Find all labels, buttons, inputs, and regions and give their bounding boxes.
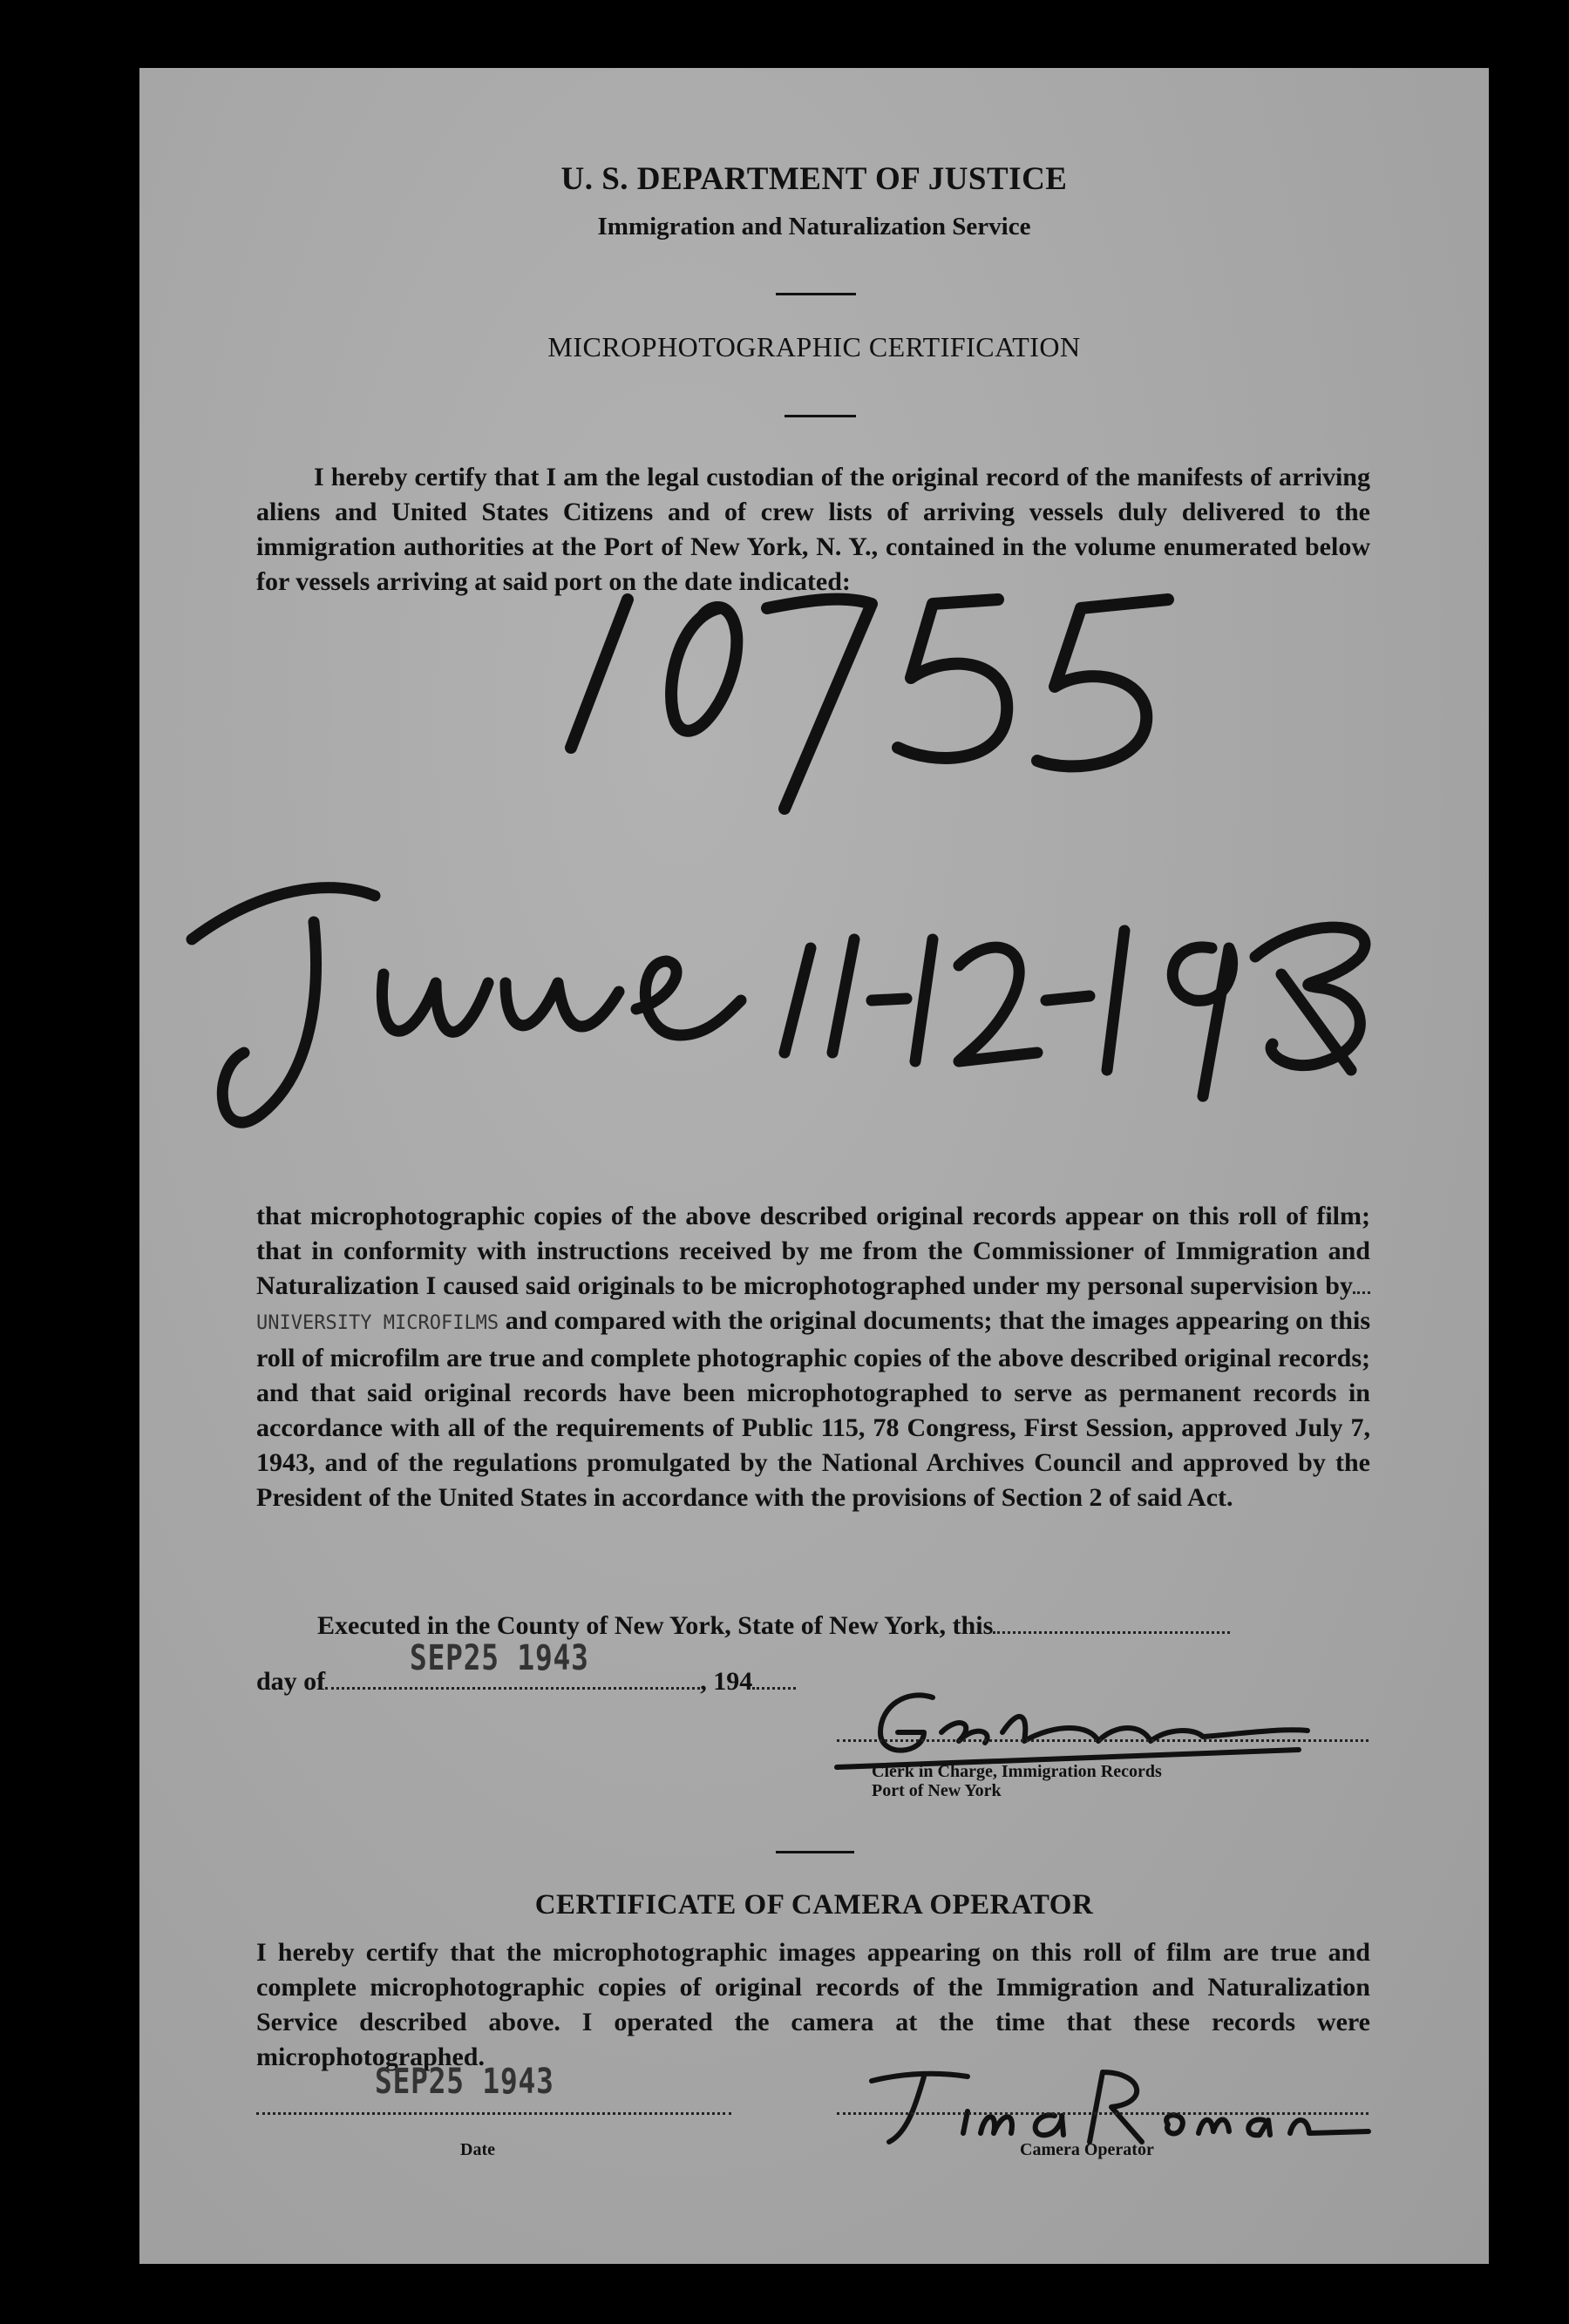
body-paragraph bbox=[256, 1199, 1370, 1515]
camera-certificate-text: I hereby certify that the microphotographic images appearing on this roll of film are true and complete microphotographic copies of original records of the Immigration and Naturalization Service described above. I operated the camera at the time that these records were microphotographed. bbox=[256, 1938, 1370, 2071]
certificate-page bbox=[139, 68, 1489, 2264]
camera-certificate-title: CERTIFICATE OF CAMERA OPERATOR bbox=[534, 1889, 1094, 1921]
intro-paragraph: I hereby certify that I am the legal custodian of the original record of the manifests of arriving aliens and United States Citizens and of crew lists of arriving vessels duly delivered to the immigration authorities at the Port of New York, N. Y., contained in the volume enumerated below for vessels arriving at said port on the date indicated: bbox=[256, 463, 1370, 596]
form-title: MICROPHOTOGRAPHIC CERTIFICATION bbox=[547, 331, 1081, 362]
executed-text: Executed in the County of New York, State of New York, this bbox=[317, 1611, 994, 1640]
execution-date-stamp: SEP25 1943 bbox=[410, 1638, 589, 1678]
camera-date-stamp: SEP25 1943 bbox=[375, 2062, 554, 2102]
camera-operator-signature bbox=[854, 2063, 1377, 2151]
day-of-label: day of bbox=[256, 1667, 326, 1696]
camera-operator-label: Camera Operator bbox=[1020, 2140, 1154, 2159]
camera-operator-line bbox=[837, 2112, 1369, 2115]
clerk-signature-line bbox=[837, 1739, 1369, 1742]
typed-company-name: UNIVERSITY MICROFILMS bbox=[256, 1312, 499, 1334]
clerk-port: Port of New York bbox=[872, 1781, 1002, 1800]
clerk-title: Clerk in Charge, Immigration Records bbox=[872, 1762, 1162, 1781]
divider bbox=[776, 1851, 854, 1853]
body-text-before: that microphotographic copies of the above described original records appear on this roll of film; that in conformity with instructions received by me from the Commissioner of Immigration and Naturalization I caused said originals to be microphotographed under my personal supervision by bbox=[256, 1202, 1370, 1300]
divider bbox=[784, 415, 856, 417]
year-prefix: , 194 bbox=[700, 1667, 753, 1696]
department-heading: U. S. DEPARTMENT OF JUSTICE bbox=[560, 161, 1068, 197]
date-line bbox=[256, 2112, 731, 2115]
body-text-after: and compared with the original documents; that the images appearing on this roll of microfilm are true and complete photographic copies of the above described original records; and that said original records have been microphotographed to serve as permanent records in accordance with all of the requirements of Public 115, 78 Congress, First Session, approved July 7, 1943, and of the regulations promulgated by the National Archives Council and approved by the President of the United States in accordance with the provisions of Section 2 of said Act. bbox=[256, 1306, 1371, 1512]
divider bbox=[776, 293, 856, 295]
date-label: Date bbox=[460, 2140, 495, 2159]
service-subheading: Immigration and Naturalization Service bbox=[597, 213, 1031, 241]
handwritten-date bbox=[183, 783, 1421, 1183]
